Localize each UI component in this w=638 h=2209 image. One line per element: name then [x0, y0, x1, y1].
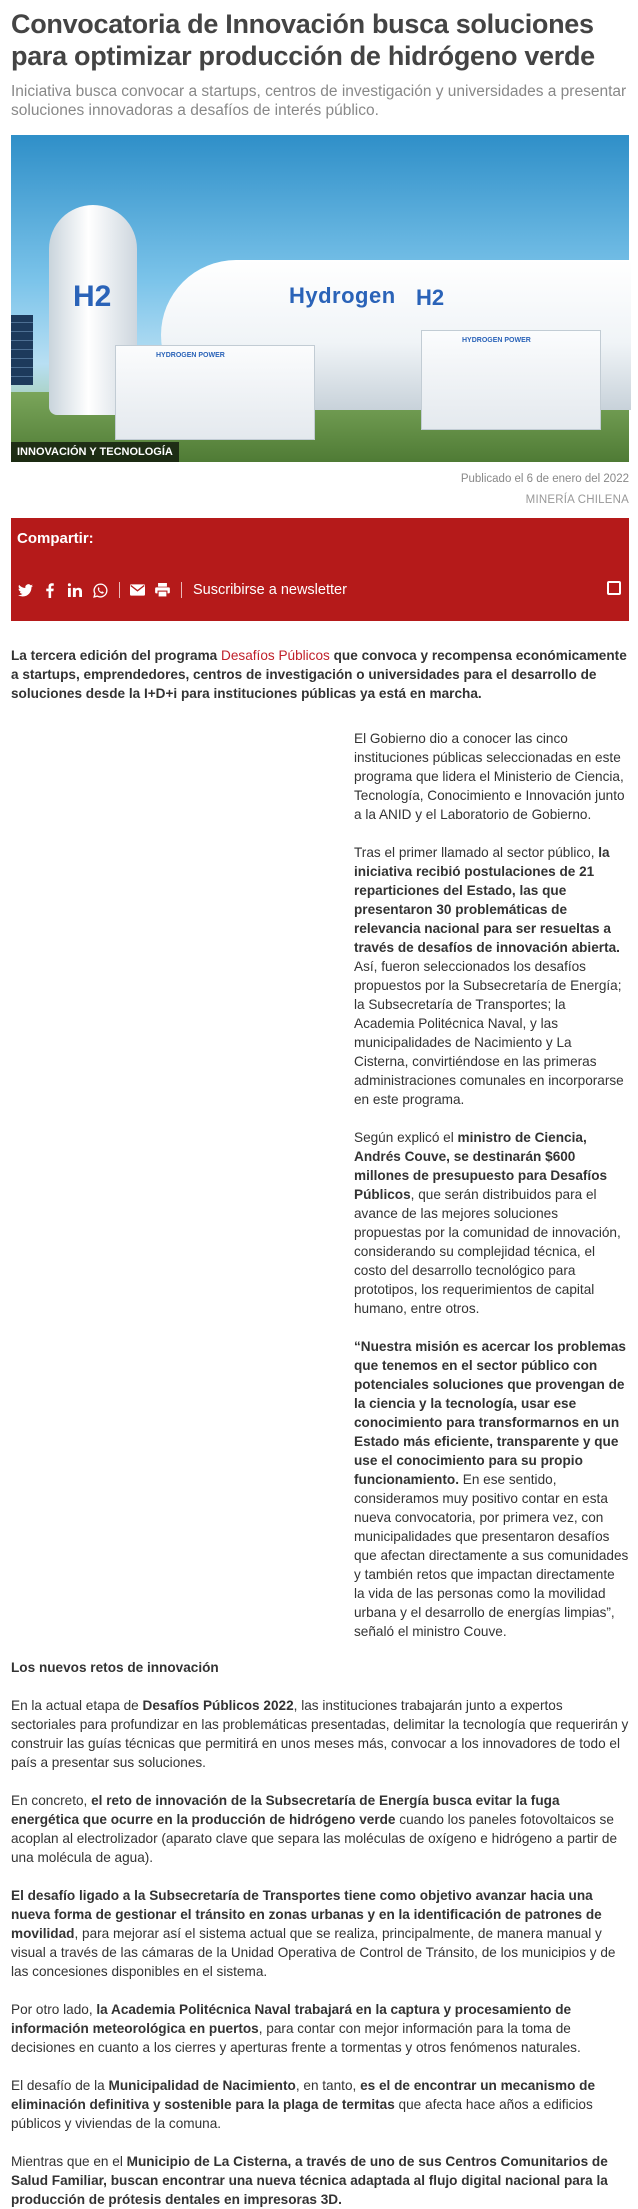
text-span: Mientras que en el	[11, 2154, 127, 2169]
bold-text: la Academia Politécnica Naval trabajará en la captura y procesamiento de información meteorológica en puertos	[11, 2002, 572, 2036]
power-unit-left-label: HYDROGEN POWER	[156, 352, 225, 359]
bold-text: ministro de Ciencia, Andrés Couve, se destinarán $600 millones de presupuesto para Desafíos Públicos	[354, 1130, 608, 1202]
hero-image	[11, 135, 629, 462]
share-icons-row	[17, 579, 621, 601]
article-title: Convocatoria de Innovación busca soluciones para optimizar producción de hidrógeno verde	[11, 9, 595, 71]
paragraph	[11, 1791, 629, 1867]
text-span: que afecta hace años a edificios públicos y viviendas de la comuna.	[11, 2097, 593, 2131]
text-span: En concreto,	[11, 1793, 92, 1808]
newsletter-link[interactable]: Suscribirse a newsletter	[193, 582, 347, 598]
text-span: Por otro lado,	[11, 2002, 97, 2017]
text-span: , en tanto,	[295, 2078, 361, 2093]
paragraph	[354, 1128, 629, 1318]
section-heading: Los nuevos retos de innovación	[11, 1660, 219, 1675]
text-span: cuando los paneles fotovoltaicos se acoplan al electrolizador (aparato clave que separa las moléculas de oxígeno e hidrógeno a partir de una molécula de agua).	[11, 1812, 618, 1865]
share-label: Compartir:	[17, 530, 94, 547]
bold-text: Municipalidad de Nacimiento	[108, 2078, 296, 2093]
paragraph	[11, 2076, 629, 2133]
email-icon[interactable]	[129, 582, 145, 598]
power-unit-right-graphic	[421, 330, 601, 430]
paragraph	[11, 2152, 629, 2209]
text-span: , que serán distribuidos para el avance de las mejores soluciones propuestas por la comunidad de innovación, considerando su complejidad técnica, el costo del desarrollo tecnológico para prototipos, los requerimientos de capital humano, entre otros.	[354, 1187, 621, 1316]
hero-text-h2-right: H2	[416, 285, 445, 310]
share-divider	[119, 582, 120, 598]
lead-text-start: La tercera edición del programa	[11, 648, 222, 663]
share-bar	[11, 518, 629, 621]
quote-paragraph	[354, 1337, 629, 1641]
text-span: , para mejorar así el sistema actual que se realiza, principalmente, de manera manual y visual a través de las cámaras de la Unidad Operativa de Control de Tránsito, de los municipios y de las concesiones disponibles en el sistema.	[11, 1926, 616, 1979]
paragraph	[11, 1886, 629, 1981]
twitter-icon[interactable]	[17, 582, 33, 598]
hero-text-hydrogen: Hydrogen	[289, 283, 396, 308]
article-subtitle: Iniciativa busca convocar a startups, centros de investigación y universidades a presentar soluciones innovadoras a desafíos de interés público.	[11, 83, 627, 119]
bold-text: Municipio de La Cisterna, a través de uno de sus Centros Comunitarios de Salud Familiar, buscan encontrar una nueva técnica adaptada al flujo digital nacional para la producción de prótesis dentales en impresoras 3D.	[11, 2154, 608, 2207]
article-source: MINERÍA CHILENA	[525, 494, 629, 506]
power-unit-right-label: HYDROGEN POWER	[462, 337, 531, 344]
bold-text: es el de encontrar un mecanismo de eliminación definitiva y sostenible para la plaga de termitas	[11, 2078, 596, 2112]
bold-text: la iniciativa recibió postulaciones de 21 reparticiones del Estado, las que presentaron 30 problemáticas de relevancia nacional para ser resueltas a través de desafíos de innovación abierta.	[354, 845, 620, 955]
power-unit-left-graphic	[115, 345, 315, 440]
publish-date: Publicado el 6 de enero del 2022	[460, 473, 629, 485]
article-body	[11, 1658, 629, 2209]
solar-panel-graphic	[11, 315, 33, 385]
print-icon[interactable]	[154, 582, 170, 598]
text-span: El desafío de la	[11, 2078, 109, 2093]
text-span: , para contar con mejor información para la toma de decisiones en cuanto a los cierres y aperturas frente a tormentas y otros fenómenos naturales.	[11, 2021, 581, 2055]
desafios-publicos-link[interactable]: Desafíos Públicos	[221, 648, 330, 663]
facebook-icon[interactable]	[42, 582, 58, 598]
text-span: En la actual etapa de	[11, 1698, 143, 1713]
lead-text-end: que convoca y recompensa económicamente a startups, emprendedores, centros de investigación o universidades para el desarrollo de soluciones desde la I+D+i para instituciones públicas ya está en marcha.	[11, 648, 627, 701]
rss-icon[interactable]	[607, 581, 621, 595]
linkedin-icon[interactable]	[67, 582, 83, 598]
paragraph: El Gobierno dio a conocer las cinco instituciones públicas seleccionadas en este programa que lidera el Ministerio de Ciencia, Tecnología, Conocimiento e Innovación junto a la ANID y el Laboratorio de Gobierno.	[354, 731, 625, 822]
hero-text-h2-left: H2	[73, 280, 112, 313]
right-column-text	[354, 729, 629, 1641]
bold-text: El desafío ligado a la Subsecretaría de Transportes tiene como objetivo avanzar hacia una nueva forma de gestionar el tránsito en zonas urbanas y en la identificación de patrones de movilidad	[11, 1888, 602, 1941]
paragraph	[11, 2000, 629, 2057]
paragraph	[354, 843, 629, 1109]
share-divider	[181, 582, 182, 598]
text-span: Según explicó el	[354, 1130, 458, 1145]
whatsapp-icon[interactable]	[92, 582, 108, 598]
text-span: Así, fueron seleccionados los desafíos propuestos por la Subsecretaría de Energía; la Subsecretaría de Transportes; la Academia Politécnica Naval, y las municipalidades de Nacimiento y La Cisterna, convirtiéndose en las primeras administraciones comunales en incorporarse en este programa.	[354, 959, 624, 1107]
category-tag[interactable]: INNOVACIÓN Y TECNOLOGÍA	[11, 442, 179, 462]
bold-text: el reto de innovación de la Subsecretaría de Energía busca evitar la fuga energética que ocurre en la producción de hidrógeno verde	[11, 1793, 560, 1827]
paragraph	[11, 1696, 629, 1772]
text-span: Tras el primer llamado al sector público,	[354, 845, 599, 860]
text-span: , las instituciones trabajarán junto a expertos sectoriales para profundizar en las problemáticas presentadas, delimitar la tecnología que requerirán y construir las guías técnicas que permitirá en unos meses más, convocar a los innovadores de todo el país a presentar sus soluciones.	[11, 1698, 629, 1770]
bold-text: “Nuestra misión es acercar los problemas que tenemos en el sector público con potenciales soluciones que provengan de la ciencia y la tecnología, usar ese conocimiento para transformarnos en un Estado más eficiente, transparente y que use el conocimiento para su propio funcionamiento.	[354, 1339, 626, 1487]
article-lead	[11, 646, 629, 703]
text-span: En ese sentido, consideramos muy positivo contar en esta nueva convocatoria, por primera vez, con municipalidades que presentaron desafíos que afectan directamente a sus comunidades y también retos que impactan directamente la vida de las personas como la movilidad urbana y el desarrollo de energías limpias”, señaló el ministro Couve.	[354, 1472, 629, 1639]
bold-text: Desafíos Públicos 2022	[142, 1698, 294, 1713]
